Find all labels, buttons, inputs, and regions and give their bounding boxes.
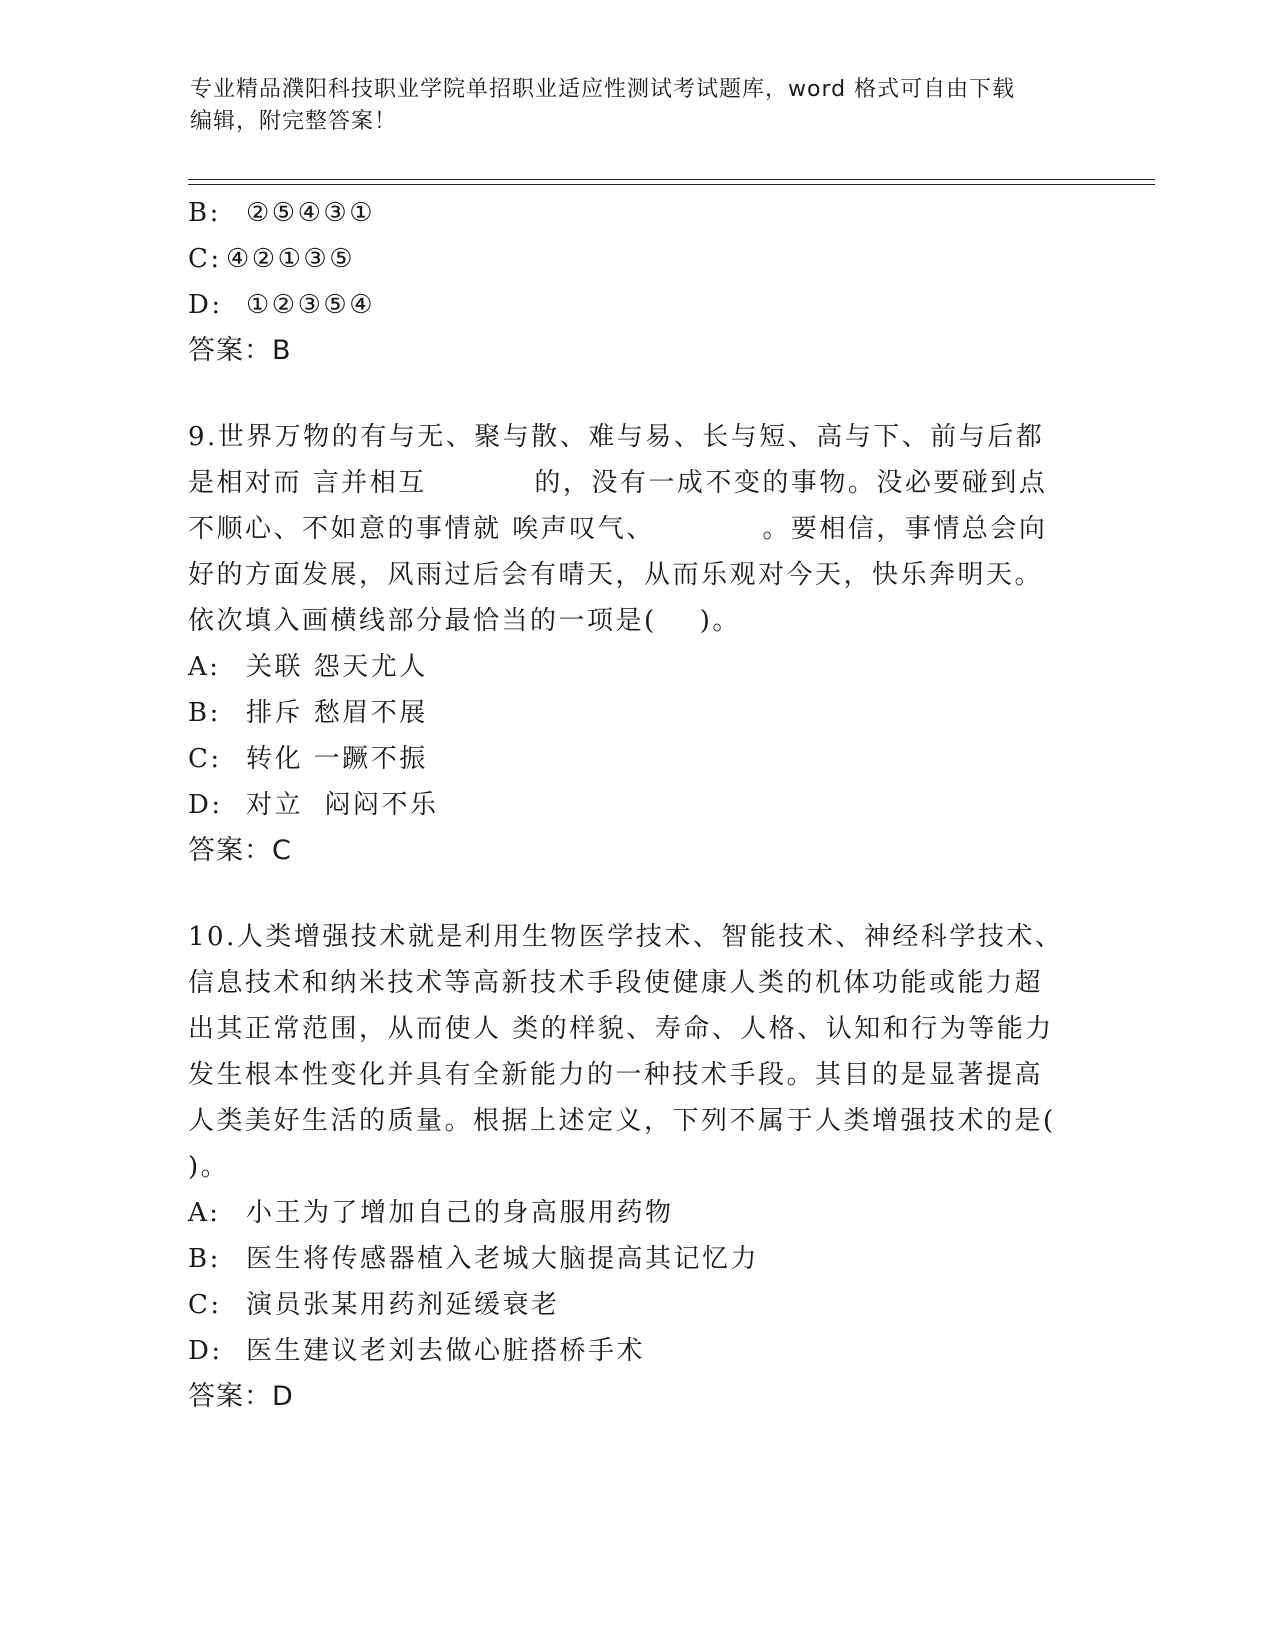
question-line: 出其正常范围，从而使人 类的样貌、寿命、人格、认知和行为等能力	[188, 1014, 1054, 1044]
option-b	[188, 190, 1088, 236]
question-line: 不顺心、不如意的事情就 唉声叹气、 。要相信，事情总会向	[188, 514, 1048, 544]
option-b	[188, 1236, 1088, 1282]
option-text: ④②①③⑤	[226, 244, 356, 274]
option-text: ②⑤④③①	[246, 198, 376, 228]
option-d	[188, 782, 1088, 828]
question-line: 依次填入画横线部分最恰当的一项是( )。	[188, 606, 741, 636]
option-text: 小王为了增加自己的身高服用药物	[246, 1198, 674, 1228]
page-header	[190, 74, 1090, 138]
option-a	[188, 1190, 1088, 1236]
option-d	[188, 1328, 1088, 1374]
option-text: ①②③⑤④	[246, 290, 376, 320]
option-key: B:	[188, 1244, 221, 1274]
question-line: 9.世界万物的有与无、聚与散、难与易、长与短、高与下、前与后都	[188, 422, 1045, 452]
question-line: 人类美好生活的质量。根据上述定义，下列不属于人类增强技术的是(	[188, 1106, 1056, 1136]
option-text: 医生建议老刘去做心脏搭桥手术	[246, 1336, 646, 1366]
option-key: B:	[188, 698, 221, 728]
option-key: B:	[188, 198, 221, 228]
option-key: D:	[188, 790, 223, 820]
header-divider-bottom	[188, 184, 1155, 185]
option-text: 演员张某用药剂延缓衰老	[246, 1290, 560, 1320]
question-9-stem	[188, 414, 1088, 644]
option-c	[188, 736, 1088, 782]
header-line-1: 专业精品濮阳科技职业学院单招职业适应性测试考试题库，word 格式可自由下载	[190, 77, 1016, 102]
question-line: 发生根本性变化并具有全新能力的一种技术手段。其目的是显著提高	[188, 1060, 1044, 1090]
header-divider-top	[188, 179, 1155, 180]
option-key: C:	[188, 744, 222, 774]
option-text: 转化 一蹶不振	[246, 744, 428, 774]
spacer	[188, 874, 1088, 914]
option-b	[188, 690, 1088, 736]
option-text: 对立 闷闷不乐	[246, 790, 439, 820]
question-line: 好的方面发展，风雨过后会有晴天，从而乐观对今天，快乐奔明天。	[188, 560, 1044, 590]
option-text: 关联 怨天尤人	[246, 652, 428, 682]
question-10-options	[188, 1190, 1088, 1374]
spacer	[188, 374, 1088, 414]
option-d	[188, 282, 1088, 328]
question-line: )。	[188, 1152, 230, 1182]
option-key: C:	[188, 244, 222, 274]
question-line: 是相对而 言并相互 的，没有一成不变的事物。没必要碰到点	[188, 468, 1048, 498]
option-key: D:	[188, 290, 223, 320]
question-line: 信息技术和纳米技术等高新技术手段使健康人类的机体功能或能力超	[188, 968, 1044, 998]
answer-10: 答案：D	[188, 1381, 294, 1412]
option-key: A:	[188, 652, 221, 682]
answer-9: 答案：C	[188, 835, 292, 866]
question-line: 10.人类增强技术就是利用生物医学技术、智能技术、神经科学技术、	[188, 922, 1064, 952]
question-8-options	[188, 190, 1088, 328]
option-c	[188, 1282, 1088, 1328]
question-9-options	[188, 644, 1088, 828]
option-c	[188, 236, 1088, 282]
option-key: D:	[188, 1336, 223, 1366]
header-line-2: 编辑，附完整答案！	[190, 109, 398, 134]
option-key: C:	[188, 1290, 222, 1320]
document-body	[188, 190, 1088, 1420]
question-10-stem	[188, 914, 1088, 1190]
answer-8: 答案：B	[188, 335, 292, 366]
option-text: 排斥 愁眉不展	[246, 698, 428, 728]
option-a	[188, 644, 1088, 690]
option-key: A:	[188, 1198, 221, 1228]
option-text: 医生将传感器植入老城大脑提高其记忆力	[246, 1244, 760, 1274]
